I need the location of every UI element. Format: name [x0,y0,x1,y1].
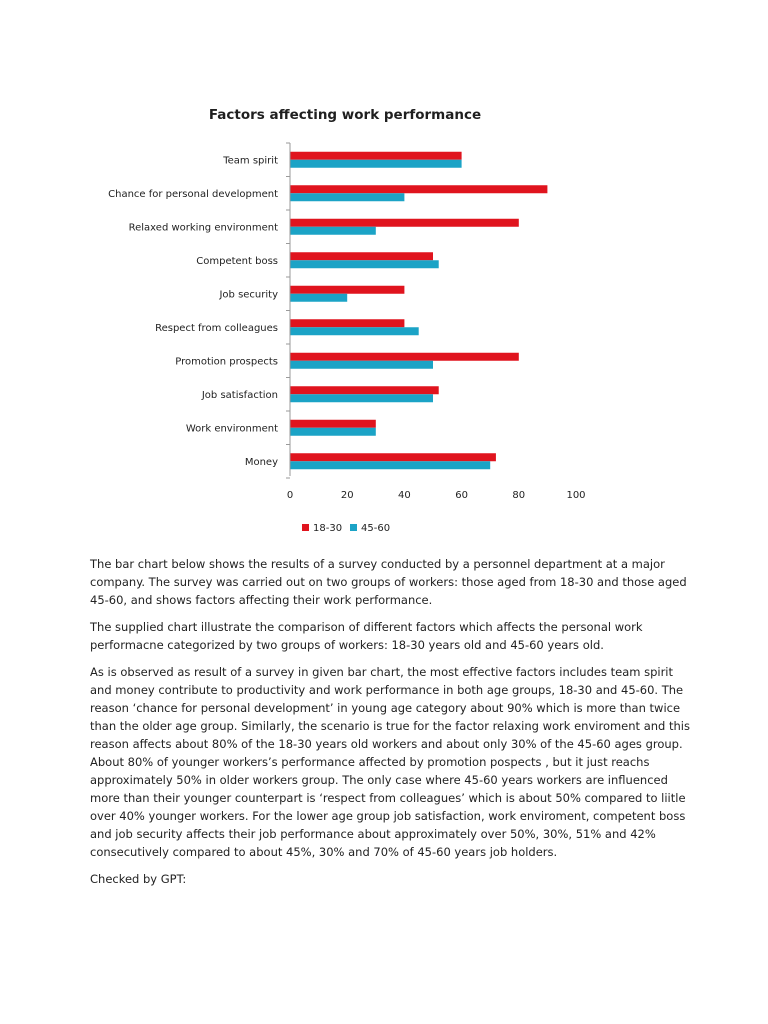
paragraph-overview: The supplied chart illustrate the comparison of different factors which affects the personal work performacne categorized by two groups of workers: 18-30 years old and 45-60 years old. [90,620,643,652]
bar-18-30-team-spirit [291,152,462,160]
bar-18-30-job-security [291,286,405,294]
bar-18-30-money [291,453,496,461]
category-label: Team spirit [223,155,278,167]
paragraph-footer: Checked by GPT: [90,872,187,886]
bar-45-60-promotion-prospects [291,361,434,369]
x-tick-label: 0 [286,490,294,501]
bar-45-60-relaxed-working-environment [291,227,376,235]
bar-45-60-chance-for-personal-development [291,193,405,201]
bar-18-30-respect-from-colleagues [291,319,405,327]
paragraph-analysis: As is observed as result of a survey in given bar chart, the most effective factors includes team spirit and money contribute to productivity and work performance in both age groups, 18-30 and 45-60. The reason ‘chance for personal development’ in young age category about 90% which is more than twice than the older age group. Similarly, the scenario is true for the factor relaxing work enviroment and this reason affects about 80% of the 18-30 years old workers and about only 30% of the 45-60 ages group. About 80% of younger workers’s performance affected by promotion pospects , but it just reachs approximately 50% in older workers group. The only case where 45-60 years workers are influenced more than their younger counterpart is ‘respect from colleagues’ which is about 50% compared to liitle over 40% younger workers. For the lower age group job satisfaction, work enviroment, competent boss and job security affects their job performance about approximately over 50%, 30%, 51% and 42% consecutively compared to about 45%, 30% and 70% of 45-60 years job holders. [90,665,690,859]
category-label: Competent boss [196,255,278,267]
bar-18-30-chance-for-personal-development [291,185,548,193]
x-tick-label: 40 [398,490,411,501]
bar-45-60-respect-from-colleagues [291,327,419,335]
x-tick-label: 80 [512,490,526,501]
legend-swatch-18-30 [302,524,309,531]
bar-45-60-job-satisfaction [291,394,434,402]
bar-45-60-job-security [291,294,348,302]
category-label: Relaxed working environment [128,222,278,234]
x-tick-label: 60 [455,490,468,501]
legend-swatch-45-60 [350,524,357,531]
x-tick-label: 20 [340,490,354,501]
category-label: Money [244,456,278,468]
category-label: Respect from colleagues [155,322,278,334]
bar-18-30-promotion-prospects [291,353,519,361]
x-tick-label: 100 [566,490,586,501]
category-label: Promotion prospects [175,356,278,368]
chart-title: Factors affecting work performance [208,107,482,123]
category-label: Job security [219,289,278,301]
bar-45-60-team-spirit [291,160,462,168]
bar-18-30-job-satisfaction [291,386,439,394]
bar-45-60-competent-boss [291,260,439,268]
bar-45-60-work-environment [291,428,376,436]
category-label: Job satisfaction [201,389,278,401]
document-body [90,555,690,897]
bar-18-30-relaxed-working-environment [291,219,519,227]
bar-45-60-money [291,461,491,469]
paragraph-intro: The bar chart below shows the results of a survey conducted by a personnel department at a major company. The survey was carried out on two groups of workers: those aged from 18-30 and those aged 45-60, and shows factors affecting their work performance. [90,557,687,607]
category-label: Work environment [185,423,278,435]
legend-label-18-30: 18-30 [313,523,343,534]
bar-18-30-competent-boss [291,252,434,260]
bar-18-30-work-environment [291,420,376,428]
legend-label-45-60: 45-60 [361,523,391,534]
category-label: Chance for personal development [108,188,278,200]
